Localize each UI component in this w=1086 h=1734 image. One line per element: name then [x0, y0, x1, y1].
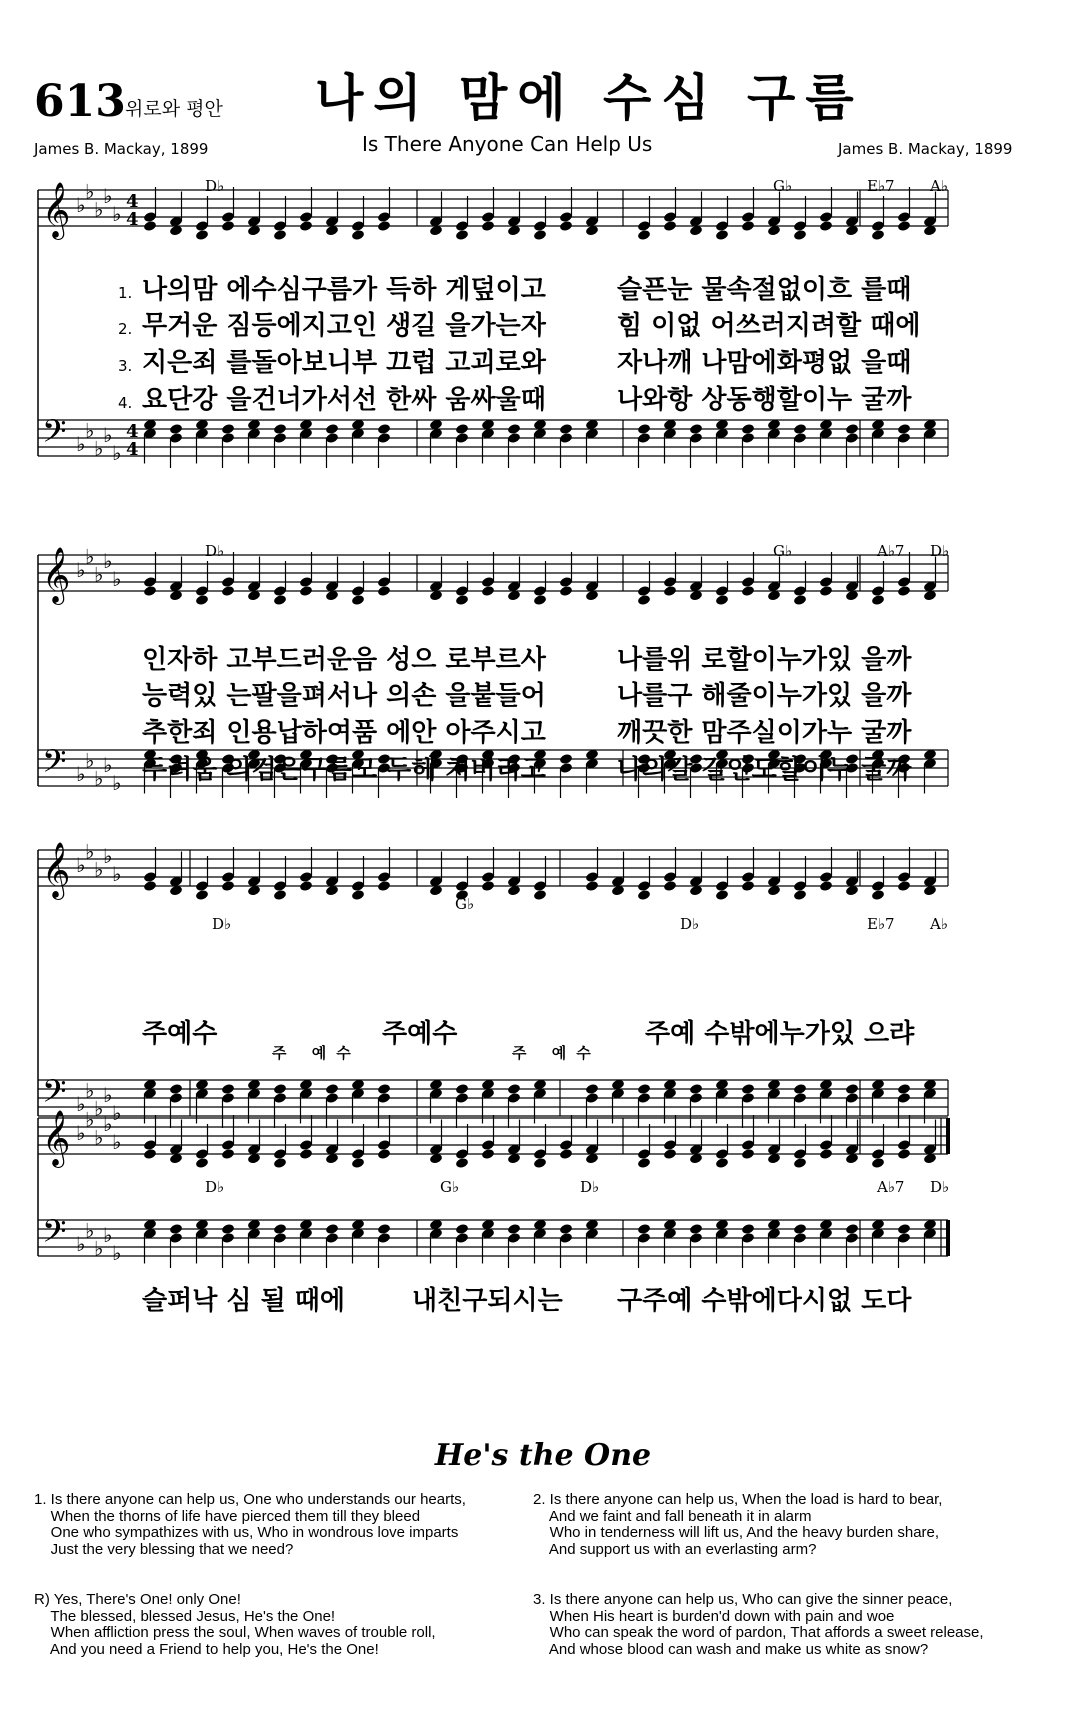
chord-symbol: G♭: [773, 177, 793, 195]
refrain-line: 구주예 수밖에다시없 도다: [617, 1286, 912, 1316]
notehead: [455, 594, 469, 606]
notehead: [169, 423, 183, 435]
bass-clef-icon: 𝄢: [42, 1073, 67, 1117]
time-signature: 4: [126, 439, 139, 460]
english-line: Just the very blessing that we need?: [34, 1540, 294, 1558]
flat-sign: ♭: [112, 567, 122, 591]
lyric-line: 나와항 상동행할이누 굴까: [617, 385, 912, 415]
notehead: [533, 229, 547, 241]
notehead: [741, 585, 755, 597]
chord-symbol: G♭: [440, 1178, 460, 1196]
english-title: He's the One: [434, 1438, 652, 1473]
notehead: [299, 880, 313, 892]
notehead: [793, 594, 807, 606]
chord-symbol: A♭: [930, 915, 948, 933]
notehead: [819, 220, 833, 232]
chord-symbol: A♭: [930, 177, 948, 195]
notehead: [195, 594, 209, 606]
notehead: [377, 585, 391, 597]
notehead: [845, 1223, 859, 1235]
notehead: [715, 1157, 729, 1169]
notehead: [273, 1157, 287, 1169]
hymn-subtitle: Is There Anyone Can Help Us: [362, 132, 653, 156]
flat-sign: ♭: [103, 549, 113, 573]
chord-symbol: G♭: [455, 895, 475, 913]
notehead: [325, 1223, 339, 1235]
chord-symbol: D♭: [212, 915, 232, 933]
flat-sign: ♭: [76, 1232, 86, 1256]
notehead: [195, 889, 209, 901]
notehead: [897, 1148, 911, 1160]
notehead: [221, 1148, 235, 1160]
notehead: [793, 1223, 807, 1235]
notehead: [793, 1157, 807, 1169]
notehead: [143, 585, 157, 597]
notehead: [559, 585, 573, 597]
treble-clef-icon: 𝄞: [42, 182, 71, 238]
notehead: [533, 889, 547, 901]
author-right: James B. Mackay, 1899: [838, 140, 1013, 158]
english-line: When the thorns of life have pierced them till they bleed: [34, 1507, 421, 1525]
notehead: [897, 585, 911, 597]
notehead: [221, 220, 235, 232]
notehead: [897, 1223, 911, 1235]
flat-sign: ♭: [112, 1130, 122, 1154]
lyric-line: 힘 이없 어쓰러지려할 때에: [617, 311, 921, 341]
lyric-line: 능력있 는팔을펴서나 의손 을붙들어: [142, 681, 546, 711]
english-line: When affliction press the soul, When waves of trouble roll,: [34, 1624, 436, 1641]
refrain-line: 주예수: [382, 1019, 458, 1049]
notehead: [533, 1157, 547, 1169]
notehead: [533, 594, 547, 606]
notehead: [871, 1157, 885, 1169]
lyric-line: 두려움 의검은구름모 두헤 쳐버리고: [142, 755, 546, 785]
flat-sign: ♭: [85, 839, 95, 864]
hymn-title: 나의 맘에 수심 구름: [315, 69, 864, 127]
chord-symbol: E♭7: [867, 177, 895, 195]
notehead: [273, 229, 287, 241]
flat-sign: ♭: [103, 423, 113, 447]
notehead: [871, 229, 885, 241]
lyric-line: 지은죄 를돌아보니부 끄럽 고괴로와: [142, 348, 546, 378]
english-verse-3: [533, 1592, 984, 1658]
lyric-line: 요단강 을건너가서선 한싸 움싸울때: [142, 385, 546, 415]
verse-number: 4.: [118, 394, 133, 412]
verse-number: 1.: [118, 284, 133, 302]
notehead: [741, 1223, 755, 1235]
notehead: [507, 1223, 521, 1235]
chord-symbol: D♭: [205, 1178, 225, 1196]
notehead: [741, 1148, 755, 1160]
time-signature: 4: [126, 191, 139, 212]
english-verse-2: [533, 1492, 942, 1558]
chord-symbol: A♭7: [877, 542, 905, 560]
english-line: And we faint and fall beneath it in alarm: [533, 1507, 812, 1525]
chord-symbol: D♭: [680, 915, 700, 933]
author-left: James B. Mackay, 1899: [34, 140, 209, 158]
notehead: [507, 423, 521, 435]
notehead: [637, 1223, 651, 1235]
chord-symbol: E♭7: [867, 915, 895, 933]
treble-clef-icon: 𝄞: [42, 1110, 71, 1166]
notehead: [273, 423, 287, 435]
notehead: [377, 1083, 391, 1095]
time-signature: 4: [126, 209, 139, 230]
chord-symbol: G♭: [773, 542, 793, 560]
notehead: [585, 880, 599, 892]
refrain-line: 주예 수밖에누가있 으랴: [645, 1019, 915, 1049]
notehead: [637, 423, 651, 435]
notehead: [559, 423, 573, 435]
notehead: [637, 889, 651, 901]
lyric-line: 추한죄 인용납하여품 에안 아주시고: [142, 718, 546, 748]
notehead: [351, 889, 365, 901]
chord-symbol: D♭: [930, 542, 950, 560]
notehead: [689, 423, 703, 435]
notehead: [793, 889, 807, 901]
notehead: [325, 423, 339, 435]
flat-sign: ♭: [103, 184, 113, 208]
notehead: [299, 220, 313, 232]
notehead: [377, 423, 391, 435]
notehead: [819, 1148, 833, 1160]
notehead: [221, 1083, 235, 1095]
notehead: [273, 594, 287, 606]
hymn-category: 위로와 평안: [125, 98, 223, 120]
english-line: Who can speak the word of pardon, That affords a sweet release,: [533, 1624, 984, 1641]
refrain-line: 주예수: [142, 1019, 218, 1049]
flat-sign: ♭: [103, 753, 113, 777]
notehead: [819, 880, 833, 892]
english-refrain: [34, 1592, 436, 1658]
flat-sign: ♭: [85, 748, 95, 773]
notehead: [871, 889, 885, 901]
notehead: [845, 1083, 859, 1095]
notehead: [793, 229, 807, 241]
notehead: [585, 1083, 599, 1095]
lyric-line: 무거운 짐등에지고인 생길 을가는자: [142, 311, 546, 341]
chord-symbol: D♭: [205, 542, 225, 560]
notehead: [481, 220, 495, 232]
notehead: [637, 1083, 651, 1095]
flat-sign: ♭: [103, 844, 113, 868]
bass-clef-icon: 𝄢: [42, 1213, 67, 1257]
notehead: [637, 229, 651, 241]
notehead: [299, 585, 313, 597]
notehead: [845, 423, 859, 435]
notehead: [481, 1148, 495, 1160]
treble-clef-icon: 𝄞: [42, 547, 71, 603]
notehead: [741, 220, 755, 232]
notehead: [455, 229, 469, 241]
flat-sign: ♭: [103, 1083, 113, 1107]
notehead: [299, 1148, 313, 1160]
notehead: [221, 585, 235, 597]
notehead: [559, 753, 573, 765]
notehead: [169, 1223, 183, 1235]
flat-sign: ♭: [112, 862, 122, 886]
notehead: [195, 229, 209, 241]
refrain-echo: 주 예수: [272, 1044, 361, 1062]
english-line: When His heart is burden'd down with pain and woe: [533, 1607, 895, 1625]
english-line: R) Yes, There's One! only One!: [34, 1591, 241, 1608]
notehead: [351, 594, 365, 606]
flat-sign: ♭: [76, 853, 86, 877]
english-line: 3. Is there anyone can help us, Who can give the sinner peace,: [533, 1591, 953, 1608]
notehead: [715, 889, 729, 901]
notehead: [351, 229, 365, 241]
notehead: [559, 1223, 573, 1235]
verse-number: 3.: [118, 357, 133, 375]
flat-sign: ♭: [85, 418, 95, 443]
notehead: [455, 423, 469, 435]
english-line: And whose blood can wash and make us white as snow?: [533, 1640, 929, 1658]
lyric-line: 나를구 해줄이누가있 을까: [617, 681, 912, 711]
treble-clef-icon: 𝄞: [42, 842, 71, 898]
notehead: [741, 880, 755, 892]
flat-sign: ♭: [76, 193, 86, 217]
flat-sign: ♭: [112, 1101, 122, 1125]
notehead: [559, 220, 573, 232]
flat-sign: ♭: [94, 197, 104, 222]
lyric-line: 나를위 로할이누가있 을까: [617, 645, 912, 675]
notehead: [377, 1148, 391, 1160]
lyric-line: 인자하 고부드러운음 성으 로부르사: [142, 645, 546, 675]
notehead: [897, 423, 911, 435]
notehead: [689, 1223, 703, 1235]
flat-sign: ♭: [76, 1121, 86, 1145]
flat-sign: ♭: [112, 202, 122, 226]
notehead: [221, 423, 235, 435]
notehead: [273, 1223, 287, 1235]
flat-sign: ♭: [94, 1236, 104, 1261]
notehead: [221, 1223, 235, 1235]
notehead: [221, 880, 235, 892]
english-verse-1: [34, 1492, 466, 1558]
notehead: [897, 880, 911, 892]
notehead: [481, 585, 495, 597]
refrain-echo: 주 예수: [512, 1044, 601, 1062]
notehead: [143, 220, 157, 232]
lyric-line: 나의맘 에수심구름가 득하 게덮이고: [142, 275, 546, 305]
chord-symbol: D♭: [930, 1178, 950, 1196]
notehead: [559, 1148, 573, 1160]
notehead: [143, 880, 157, 892]
english-line: The blessed, blessed Jesus, He's the One!: [34, 1607, 336, 1625]
flat-sign: ♭: [85, 1107, 95, 1132]
notehead: [351, 1157, 365, 1169]
refrain-line: 내친구되시는: [412, 1286, 563, 1316]
time-signature: 4: [126, 421, 139, 442]
english-line: Who in tenderness will lift us, And the heavy burden share,: [533, 1524, 940, 1541]
flat-sign: ♭: [112, 771, 122, 795]
notehead: [273, 889, 287, 901]
chord-symbol: A♭7: [877, 1178, 905, 1196]
notehead: [897, 1083, 911, 1095]
english-line: 2. Is there anyone can help us, When the load is hard to bear,: [533, 1491, 943, 1508]
english-line: And support us with an everlasting arm?: [533, 1540, 817, 1558]
flat-sign: ♭: [76, 432, 86, 456]
notehead: [377, 220, 391, 232]
flat-sign: ♭: [85, 544, 95, 569]
flat-sign: ♭: [85, 1078, 95, 1103]
notehead: [169, 1083, 183, 1095]
notehead: [377, 880, 391, 892]
flat-sign: ♭: [94, 436, 104, 461]
flat-sign: ♭: [94, 1096, 104, 1121]
notehead: [897, 220, 911, 232]
lyric-line: 슬픈눈 물속절없이흐 를때: [617, 275, 912, 305]
refrain-line: 슬퍼낙 심 될 때에: [142, 1286, 345, 1316]
notehead: [507, 1083, 521, 1095]
notehead: [637, 1157, 651, 1169]
lyric-line: 깨끗한 맘주실이가누 굴까: [617, 718, 912, 748]
flat-sign: ♭: [94, 766, 104, 791]
notehead: [741, 1083, 755, 1095]
flat-sign: ♭: [85, 1218, 95, 1243]
flat-sign: ♭: [85, 179, 95, 204]
chord-symbol: D♭: [205, 177, 225, 195]
notehead: [793, 423, 807, 435]
notehead: [273, 1083, 287, 1095]
notehead: [689, 1083, 703, 1095]
notehead: [455, 1157, 469, 1169]
bass-clef-icon: 𝄢: [42, 743, 67, 787]
verse-number: 2.: [118, 320, 133, 338]
notehead: [819, 585, 833, 597]
english-line: And you need a Friend to help you, He's the One!: [34, 1640, 379, 1658]
flat-sign: ♭: [103, 1112, 113, 1136]
notehead: [715, 594, 729, 606]
notehead: [663, 585, 677, 597]
lyric-line: 자나깨 나맘에화평없 을때: [617, 348, 912, 378]
notehead: [663, 220, 677, 232]
flat-sign: ♭: [112, 441, 122, 465]
english-line: 1. Is there anyone can help us, One who understands our hearts,: [34, 1491, 466, 1508]
flat-sign: ♭: [112, 1241, 122, 1265]
notehead: [793, 1083, 807, 1095]
english-line: One who sympathizes with us, Who in wondrous love imparts: [34, 1524, 459, 1541]
flat-sign: ♭: [76, 762, 86, 786]
flat-sign: ♭: [94, 562, 104, 587]
chord-symbol: D♭: [580, 1178, 600, 1196]
flat-sign: ♭: [76, 1092, 86, 1116]
notehead: [377, 1223, 391, 1235]
flat-sign: ♭: [76, 558, 86, 582]
bass-clef-icon: 𝄢: [42, 413, 67, 457]
hymn-number: 613: [34, 76, 126, 127]
flat-sign: ♭: [94, 1125, 104, 1150]
lyric-line: 나의갈 길인도할이누 굴까: [617, 755, 912, 785]
notehead: [455, 1083, 469, 1095]
notehead: [325, 1083, 339, 1095]
flat-sign: ♭: [103, 1223, 113, 1247]
notehead: [195, 1157, 209, 1169]
notehead: [481, 880, 495, 892]
notehead: [455, 1223, 469, 1235]
notehead: [143, 1148, 157, 1160]
notehead: [663, 880, 677, 892]
flat-sign: ♭: [94, 857, 104, 882]
notehead: [663, 1148, 677, 1160]
notehead: [715, 229, 729, 241]
notehead: [741, 423, 755, 435]
notehead: [637, 594, 651, 606]
notehead: [871, 594, 885, 606]
